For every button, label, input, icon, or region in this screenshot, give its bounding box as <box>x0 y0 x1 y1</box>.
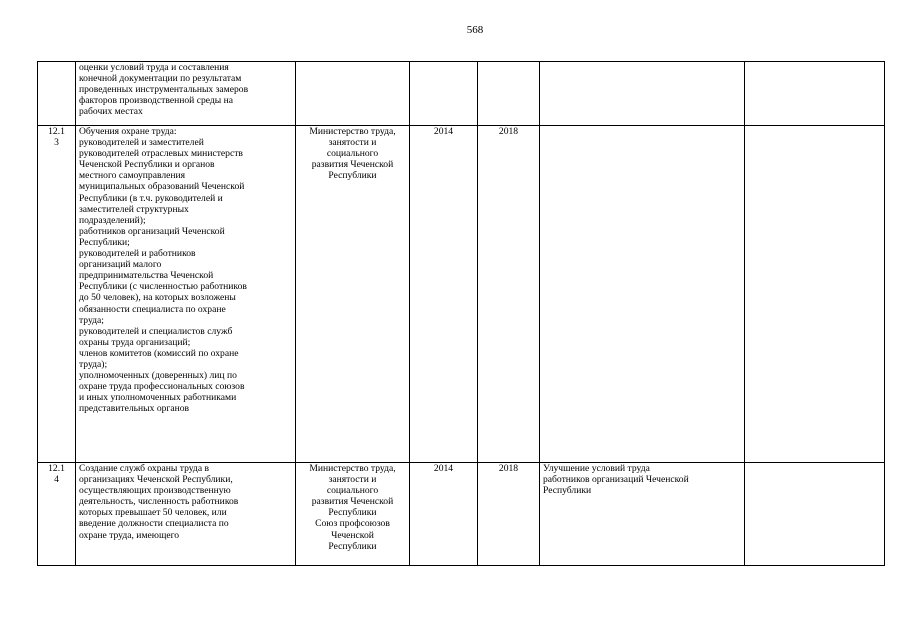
measure-description-cell: Обучения охране труда: руководителей и заместителей руководителей отраслевых министерств Чеченской Республики и органов местного самоуправления муниципальных образований Чеченской Республики (в т.ч. руководителей и заместителей структурных подразделений); работников организаций Чеченской Республики; руководителей и работников организаций малого предпринимательства Чеченской Республики (с численностью работников до 50 человек), на которых возложены обязанности специалиста по охране труда; руководителей и специалистов служб охраны труда организаций; членов комитетов (комиссий по охране труда); уполномоченных (доверенных) лиц по охране труда профессиональных союзов и иных уполномоченных работниками представительных органов <box>76 126 296 463</box>
end-year-cell: 2018 <box>478 126 540 463</box>
end-year-cell: 2018 <box>478 463 540 566</box>
expected-result-cell <box>540 126 745 463</box>
measure-description-cell: Создание служб охраны труда в организациях Чеченской Республики, осуществляющих производственную деятельность, численность работников которых превышает 50 человек, или введение должности специалиста по охране труда, имеющего <box>76 463 296 566</box>
measure-description-cell: оценки условий труда и составления конечной документации по результатам проведенных инструментальных замеров факторов производственной среды на рабочих местах <box>76 62 296 126</box>
end-year-cell <box>478 62 540 126</box>
row-number-cell: 12.1 3 <box>38 126 76 463</box>
expected-result-cell <box>540 62 745 126</box>
start-year-cell: 2014 <box>410 463 478 566</box>
extra-cell <box>745 463 885 566</box>
table-row <box>38 463 885 566</box>
executor-cell <box>296 62 410 126</box>
table-row <box>38 126 885 463</box>
extra-cell <box>745 62 885 126</box>
table-row <box>38 62 885 126</box>
start-year-cell: 2014 <box>410 126 478 463</box>
row-number-cell <box>38 62 76 126</box>
row-number-cell: 12.1 4 <box>38 463 76 566</box>
extra-cell <box>745 126 885 463</box>
expected-result-cell: Улучшение условий труда работников организаций Чеченской Республики <box>540 463 745 566</box>
executor-cell: Министерство труда, занятости и социального развития Чеченской Республики <box>296 126 410 463</box>
start-year-cell <box>410 62 478 126</box>
executor-cell: Министерство труда, занятости и социального развития Чеченской Республики Союз профсоюзов Чеченской Республики <box>296 463 410 566</box>
page-number: 568 <box>466 24 484 36</box>
program-measures-table <box>37 61 885 566</box>
